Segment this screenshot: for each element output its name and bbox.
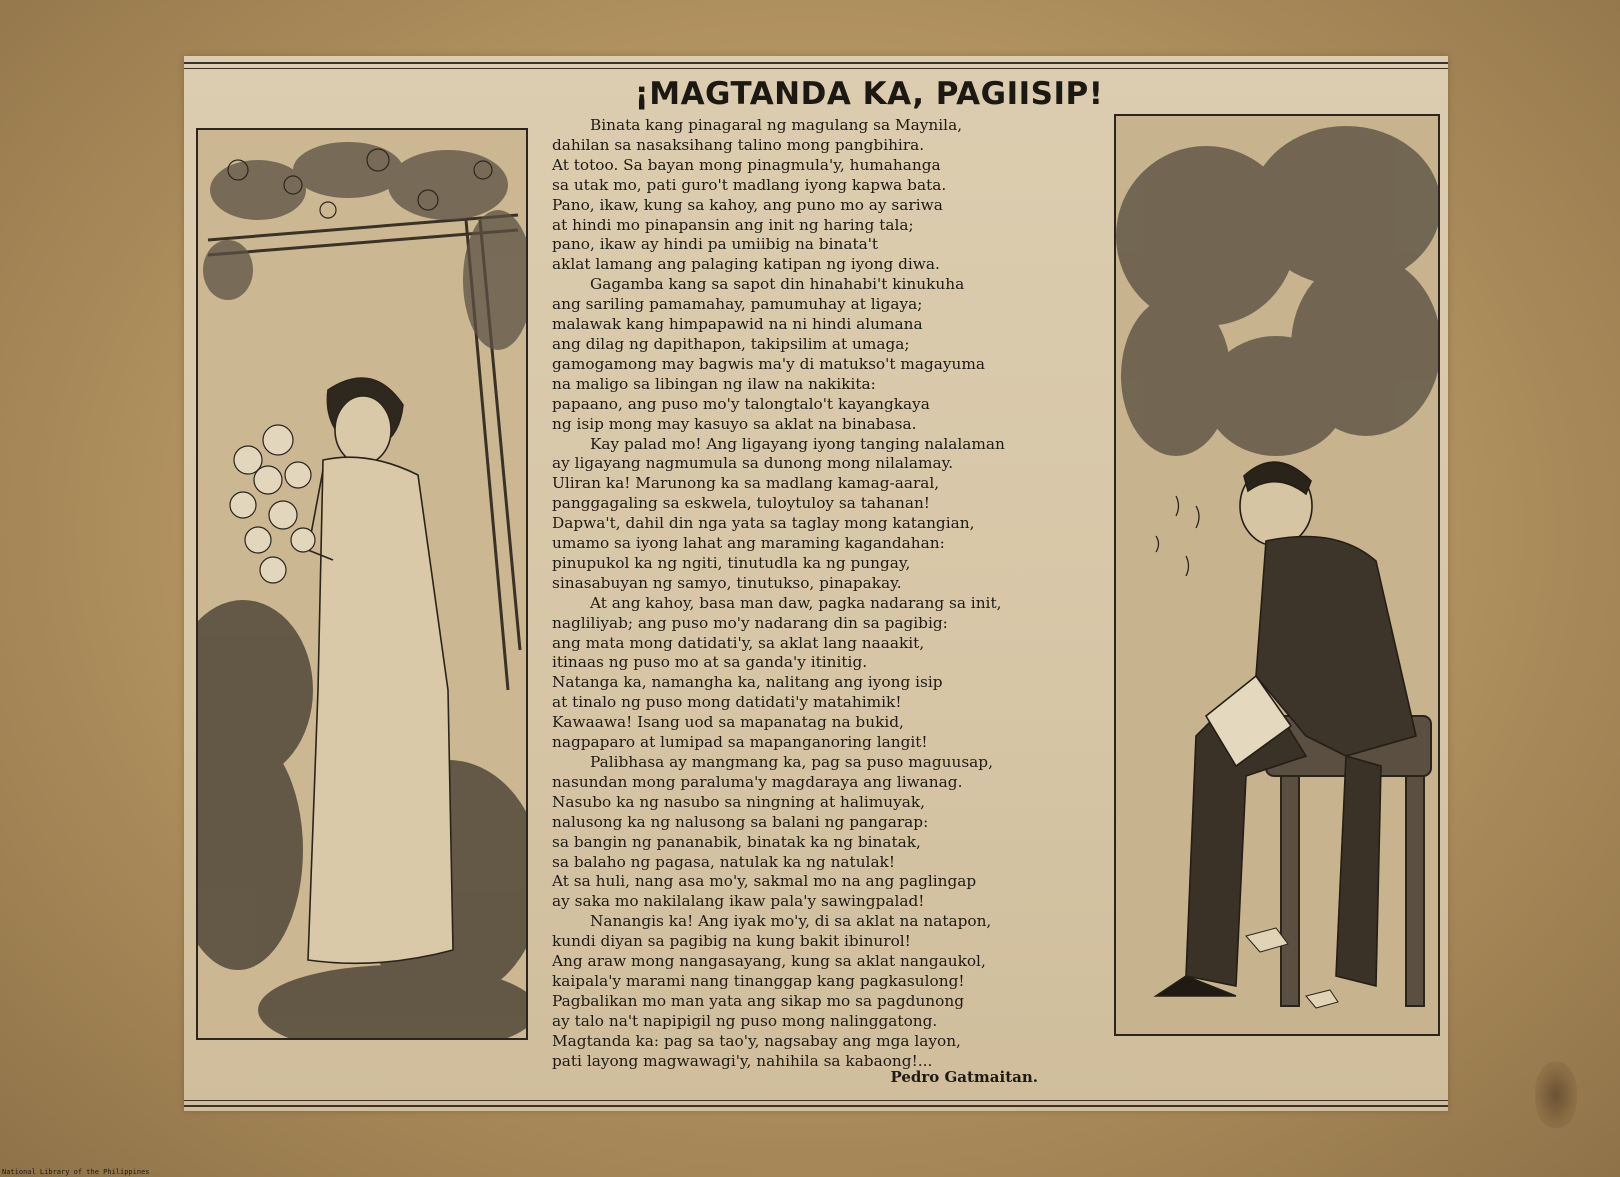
poem-line: umamo sa iyong lahat ang maraming kagandahan: <box>552 534 945 553</box>
poem-line: sa bangin ng pananabik, binatak ka ng binatak, <box>552 832 921 851</box>
poem-line: at tinalo ng puso mong datidati'y matahimik! <box>552 693 902 712</box>
poem-line: ay ligayang nagmumula sa dunong mong nilalamay. <box>552 454 954 473</box>
paper-stain <box>1535 1062 1577 1128</box>
poem-line: kundi diyan sa pagibig na kung bakit ibinurol! <box>552 932 911 951</box>
poem-line: itinaas ng puso mo at sa ganda'y itinitig. <box>552 653 868 672</box>
poem-line: Palibhasa ay mangmang ka, pag sa puso maguusap, <box>590 753 993 771</box>
library-credit: National Library of the Philippines <box>2 1168 150 1176</box>
poem-line: nalusong ka ng nalusong sa balani ng pangarap: <box>552 812 929 831</box>
poem-title: ¡MAGTANDA KA, PAGIISIP! <box>634 76 1104 112</box>
poem-line: Dapwa't, dahil din nga yata sa taglay mong katangian, <box>552 514 975 533</box>
poem-line: malawak kang himpapawid na ni hindi alumana <box>552 315 923 334</box>
poem-line: At totoo. Sa bayan mong pinagmula'y, humahanga <box>552 155 941 174</box>
top-rule <box>184 62 1448 64</box>
poem-line: At sa huli, nang asa mo'y, sakmal mo na ang paglingap <box>552 872 977 891</box>
poem-line: ay saka mo nakilalang ikaw pala'y sawingpalad! <box>552 892 925 911</box>
poem-line: gamogamong may bagwis ma'y di matukso't magayuma <box>552 354 985 373</box>
poem-line: ng isip mong may kasuyo sa aklat na binabasa. <box>552 414 917 433</box>
illustration-dejected-man <box>1114 114 1440 1036</box>
poem-line: nagliliyab; ang puso mo'y nadarang din sa pagibig: <box>552 613 948 632</box>
woman-illustration-art <box>198 130 526 1038</box>
poem-line: ang dilag ng dapithapon, takipsilim at umaga; <box>552 334 910 353</box>
poem-line: na maligo sa libingan ng ilaw na nakikita: <box>552 374 876 393</box>
poem-line: Pagbalikan mo man yata ang sikap mo sa pagdunong <box>552 991 964 1010</box>
poem-line: pano, ikaw ay hindi pa umiibig na binata't <box>552 235 879 254</box>
poem-line: sinasabuyan ng samyo, tinutukso, pinapakay. <box>552 573 902 592</box>
poem-line: Pano, ikaw, kung sa kahoy, ang puno mo ay sariwa <box>552 195 943 214</box>
poem-line: dahilan sa nasaksihang talino mong pangbihira. <box>552 135 925 154</box>
poem-line: pinupukol ka ng ngiti, tinutudla ka ng pungay, <box>552 553 911 572</box>
poem-line: Nasubo ka ng nasubo sa ningning at halimuyak, <box>552 792 925 811</box>
poem-line: Natanga ka, namangha ka, nalitang ang iyong isip <box>552 673 943 692</box>
poem-line: Ang araw mong nangasayang, kung sa aklat nangaukol, <box>552 952 986 971</box>
illustration-woman-with-bouquet <box>196 128 528 1040</box>
top-rule-thin <box>184 68 1448 69</box>
poem-line: At ang kahoy, basa man daw, pagka nadarang sa init, <box>590 593 1002 612</box>
newspaper-clipping <box>184 56 1448 1111</box>
poem-line: sa balaho ng pagasa, natulak ka ng natulak! <box>552 852 895 871</box>
bottom-rule <box>184 1105 1448 1107</box>
poem-line: aklat lamang ang palaging katipan ng iyong diwa. <box>552 255 940 274</box>
poem-line: Binata kang pinagaral ng magulang sa Maynila, <box>590 116 963 134</box>
poem-author: Pedro Gatmaitan. <box>890 1068 1038 1086</box>
poem-line: Nanangis ka! Ang iyak mo'y, di sa aklat na natapon, <box>590 912 992 931</box>
poem-line: pati layong magwawagi'y, nahihila sa kabaong!... <box>552 1051 933 1070</box>
poem-line: nagpaparo at lumipad sa mapanganoring langit! <box>552 733 928 752</box>
poem-line: ang mata mong datidati'y, sa aklat lang naaakit, <box>552 633 925 652</box>
poem-line: panggagaling sa eskwela, tuloytuloy sa tahanan! <box>552 494 930 513</box>
poem-line: sa utak mo, pati guro't madlang iyong kapwa bata. <box>552 175 947 194</box>
poem-line: Gagamba kang sa sapot din hinahabi't kinukuha <box>590 275 965 294</box>
bottom-rule-thin <box>184 1100 1448 1101</box>
poem-line: papaano, ang puso mo'y talongtalo't kayangkaya <box>552 394 930 413</box>
poem-line: at hindi mo pinapansin ang init ng haring tala; <box>552 215 914 234</box>
poem-line: Magtanda ka: pag sa tao'y, nagsabay ang mga layon, <box>552 1031 961 1050</box>
poem-line: nasundan mong paraluma'y magdaraya ang liwanag. <box>552 772 963 791</box>
poem-line: kaipala'y marami nang tinanggap kang pagkasulong! <box>552 971 965 990</box>
poem-line: Kawaawa! Isang uod sa mapanatag na bukid, <box>552 713 904 732</box>
poem-line: ay talo na't napipigil ng puso mong nalinggatong. <box>552 1011 938 1030</box>
poem-line: Kay palad mo! Ang ligayang iyong tanging nalalaman <box>590 434 1005 453</box>
man-illustration-art <box>1116 116 1438 1034</box>
poem-line: ang sariling pamamahay, pamumuhay at ligaya; <box>552 295 923 314</box>
poem-line: Uliran ka! Marunong ka sa madlang kamag-aaral, <box>552 474 940 493</box>
